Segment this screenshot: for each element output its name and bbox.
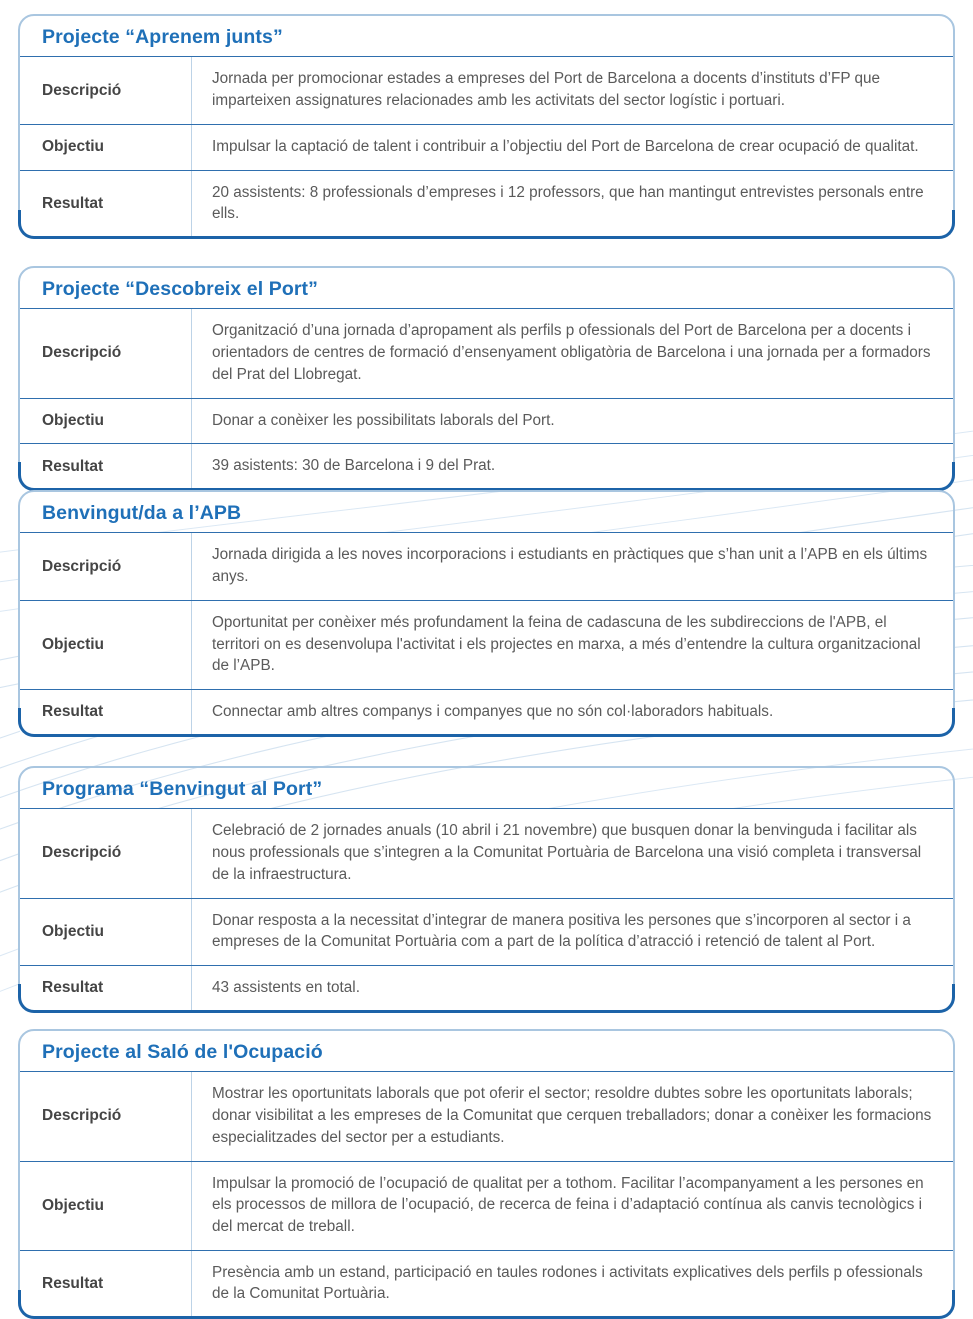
- row-value-text: Jornada per promocionar estades a empreses del Port de Barcelona a docents d’instituts d’FP que imparteixen assignatures relacionades amb les activitats del sector logístic i portuari.: [212, 70, 881, 110]
- project-card: [18, 14, 955, 239]
- row-value: [192, 399, 953, 444]
- row-label: Objectiu: [20, 399, 192, 444]
- row-value: [192, 966, 953, 1011]
- table-row: [20, 965, 953, 1011]
- card-title: Projecte “Aprenem junts”: [42, 26, 283, 48]
- table-row: [20, 533, 953, 599]
- row-value-text: Jornada dirigida a les noves incorporacions i estudiants en pràctiques que s’han unit a l’APB en els últims anys.: [212, 546, 928, 586]
- row-value: [192, 1251, 953, 1317]
- row-value-text: 43 assistents en total.: [212, 978, 360, 996]
- row-value: [192, 1072, 953, 1160]
- row-value: [192, 309, 953, 397]
- table-row: [20, 170, 953, 237]
- table-row: [20, 1161, 953, 1250]
- row-value-text: Mostrar les oportunitats laborals que pot oferir el sector; resoldre dubtes sobre les oportunitats laborals; donar visibilitat a les empreses de la Comunitat que cerquen treballadors; donar a conèixer les formacions especialitzades del sector per a estudiants.: [212, 1085, 932, 1146]
- card-title: Benvingut/da a l’APB: [42, 502, 242, 524]
- card-rows: [20, 56, 953, 237]
- row-value-text: Connectar amb altres companys i companyes que no són col·laboradors habituals.: [212, 702, 774, 720]
- table-row: [20, 398, 953, 444]
- row-value-text: Donar a conèixer les possibilitats laborals del Port.: [212, 411, 555, 429]
- row-value-text: 39 asistents: 30 de Barcelona i 9 del Prat.: [212, 457, 496, 475]
- row-label: Objectiu: [20, 899, 192, 965]
- table-row: [20, 898, 953, 965]
- row-label: Descripció: [20, 57, 192, 123]
- project-card: [18, 766, 955, 1013]
- card-title: Programa “Benvingut al Port”: [42, 778, 323, 800]
- table-row: [20, 809, 953, 897]
- row-label: Resultat: [20, 690, 192, 735]
- row-value: [192, 690, 953, 735]
- project-card: [18, 490, 955, 737]
- card-rows: [20, 808, 953, 1010]
- card-title: Projecte al Saló de l'Ocupació: [42, 1041, 323, 1063]
- row-label: Descripció: [20, 809, 192, 897]
- row-value: [192, 809, 953, 897]
- table-row: [20, 443, 953, 489]
- table-row: [20, 1250, 953, 1317]
- table-row: [20, 309, 953, 397]
- row-value: [192, 533, 953, 599]
- row-value: [192, 444, 953, 489]
- table-row: [20, 1072, 953, 1160]
- row-value: [192, 1162, 953, 1250]
- row-label: Objectiu: [20, 125, 192, 170]
- row-value-text: Donar resposta a la necessitat d’integrar de manera positiva les persones que s’incorporen al sector i a empreses de la Comunitat Portuària com a part de la política d’atracció i retenció de talent al Port.: [212, 911, 911, 951]
- row-value-text: Celebració de 2 jornades anuals (10 abril i 21 novembre) que busquen donar la benvinguda i facilitar als nous professionals que s’integren a la Comunitat Portuària de Barcelona una visió completa i transversal de la infraestructura.: [212, 822, 922, 883]
- row-label: Resultat: [20, 171, 192, 237]
- row-label: Resultat: [20, 444, 192, 489]
- card-rows: [20, 308, 953, 489]
- row-label: Descripció: [20, 309, 192, 397]
- card-title: Projecte “Descobreix el Port”: [42, 278, 319, 300]
- row-value: [192, 125, 953, 170]
- project-card: [18, 1029, 955, 1319]
- row-label: Descripció: [20, 533, 192, 599]
- table-row: [20, 689, 953, 735]
- row-value: [192, 171, 953, 237]
- row-value-text: Oportunitat per conèixer més profundament la feina de cadascuna de les subdireccions de l'APB, el territori on es desenvolupa l'activitat i els projectes en marxa, a més d’entendre la cultura organitzacional de l’APB.: [212, 613, 921, 675]
- row-label: Resultat: [20, 966, 192, 1011]
- row-label: Descripció: [20, 1072, 192, 1160]
- table-row: [20, 124, 953, 170]
- table-row: [20, 57, 953, 123]
- row-value-text: 20 assistents: 8 professionals d’empreses i 12 professors, que han mantingut entrevistes personals entre ells.: [212, 183, 924, 223]
- card-rows: [20, 532, 953, 734]
- project-card: [18, 266, 955, 491]
- row-value-text: Presència amb un estand, participació en taules rodones i activitats explicatives dels perfils p ofessionals de la Comunitat Portuària.: [212, 1263, 923, 1303]
- row-value: [192, 601, 953, 689]
- table-row: [20, 600, 953, 689]
- row-label: Objectiu: [20, 1162, 192, 1250]
- row-value: [192, 899, 953, 965]
- row-label: Objectiu: [20, 601, 192, 689]
- row-value: [192, 57, 953, 123]
- row-label: Resultat: [20, 1251, 192, 1317]
- row-value-text: Impulsar la promoció de l’ocupació de qualitat per a tothom. Facilitar l’acompanyament a les persones en els processos de millora de l’ocupació, de recerca de feina i d’adaptació contínua als canvis tecnològics i del mercat de treball.: [212, 1174, 924, 1235]
- card-rows: [20, 1071, 953, 1317]
- row-value-text: Organització d’una jornada d’apropament als perfils p ofessionals del Port de Barcelona per a docents i orientadors de centres de formació d’ensenyament obligatòria de Barcelona i una jornada per a formadors del Prat del Llobregat.: [212, 322, 931, 383]
- row-value-text: Impulsar la captació de talent i contribuir a l’objectiu del Port de Barcelona de crear ocupació de qualitat.: [212, 137, 919, 155]
